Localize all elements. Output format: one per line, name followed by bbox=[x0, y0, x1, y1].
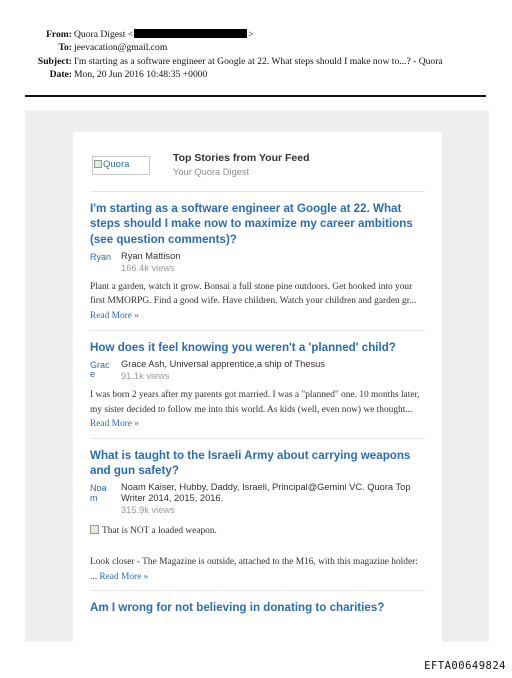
story-item bbox=[90, 591, 425, 621]
story-title-link[interactable]: How does it feel knowing you weren't a 'planned' child? bbox=[90, 340, 396, 354]
story-title-link[interactable]: What is taught to the Israeli Army about carrying weapons and gun safety? bbox=[90, 448, 411, 478]
email-header bbox=[0, 28, 512, 81]
author-avatar[interactable]: Noam bbox=[90, 484, 107, 503]
author-row bbox=[90, 359, 425, 382]
view-count: 91.1k views bbox=[121, 370, 170, 381]
read-more-link[interactable]: Read More » bbox=[90, 419, 139, 430]
author-row bbox=[90, 251, 425, 274]
read-more-link[interactable]: Read More » bbox=[90, 311, 139, 322]
from-row bbox=[0, 28, 512, 41]
author-info bbox=[121, 482, 425, 516]
from-label: From: bbox=[46, 29, 72, 40]
answer-image: That is NOT a loaded weapon. bbox=[90, 524, 425, 539]
to-row bbox=[0, 41, 512, 54]
story-item bbox=[90, 331, 425, 439]
to-label: To: bbox=[58, 42, 72, 54]
story-item bbox=[90, 439, 425, 591]
author-name[interactable]: Grace Ash, Universal apprentice,a ship of Thesus bbox=[121, 358, 325, 369]
quora-logo[interactable]: Quora bbox=[92, 156, 150, 175]
from-value: Quora Digest < > bbox=[74, 29, 254, 40]
redaction-bar bbox=[134, 29, 247, 38]
author-info bbox=[121, 251, 425, 274]
story-excerpt: Look closer - The Magazine is outside, attached to the M16, with this magazine holder: ... Read More » bbox=[90, 556, 418, 582]
date-value: Mon, 20 Jun 2016 10:48:35 +0000 bbox=[74, 68, 208, 80]
author-avatar[interactable]: Ryan bbox=[90, 252, 112, 262]
author-name[interactable]: Ryan Mattison bbox=[121, 250, 181, 261]
subject-label: Subject: bbox=[37, 55, 72, 67]
read-more-link[interactable]: Read More » bbox=[99, 571, 149, 582]
digest-header bbox=[90, 132, 425, 192]
digest-title: Top Stories from Your Feed bbox=[173, 152, 310, 164]
broken-image-icon bbox=[94, 160, 102, 168]
author-info bbox=[121, 359, 425, 382]
view-count: 315.9k views bbox=[121, 505, 175, 516]
story-title-link[interactable]: Am I wrong for not believing in donating to charities? bbox=[90, 601, 385, 615]
to-value: jeevacation@gmail.com bbox=[74, 42, 168, 54]
author-avatar[interactable]: Grace bbox=[90, 360, 110, 380]
story-excerpt: Plant a garden, watch it grow. Bonsai a full stone pine outdoors. Get hooked into your first MMORPG. Find a good wife. Have children. Watch your children and garden gr... Read More » bbox=[90, 281, 417, 322]
date-row bbox=[0, 68, 512, 81]
digest-card bbox=[73, 132, 442, 642]
view-count: 166.4k views bbox=[121, 262, 175, 273]
header-divider bbox=[25, 95, 486, 97]
email-body-background bbox=[25, 110, 489, 642]
date-label: Date: bbox=[49, 68, 72, 80]
author-row bbox=[90, 482, 425, 516]
story-excerpt: I was born 2 years after my parents got married. I was a "planned" one. 10 months later, my sister decided to follow me into this world. As kids (well, even now) we thought... Read More » bbox=[90, 389, 420, 430]
broken-image-icon bbox=[90, 525, 99, 534]
document-id: EFTA00649824 bbox=[424, 660, 506, 672]
subject-row bbox=[0, 55, 512, 68]
subject-value: I'm starting as a software engineer at Google at 22. What steps should I make now to...? - Quora bbox=[74, 55, 443, 67]
story-item bbox=[90, 192, 425, 331]
story-title-link[interactable]: I'm starting as a software engineer at Google at 22. What steps should I make now to maximize my career ambitions (see question comments)? bbox=[90, 202, 413, 246]
digest-subtitle: Your Quora Digest bbox=[173, 167, 250, 177]
author-name[interactable]: Noam Kaiser, Hubby, Daddy, Israeli, Principal@Gemini VC. Quora Top Writer 2014, 2015, 2016. bbox=[121, 482, 411, 504]
